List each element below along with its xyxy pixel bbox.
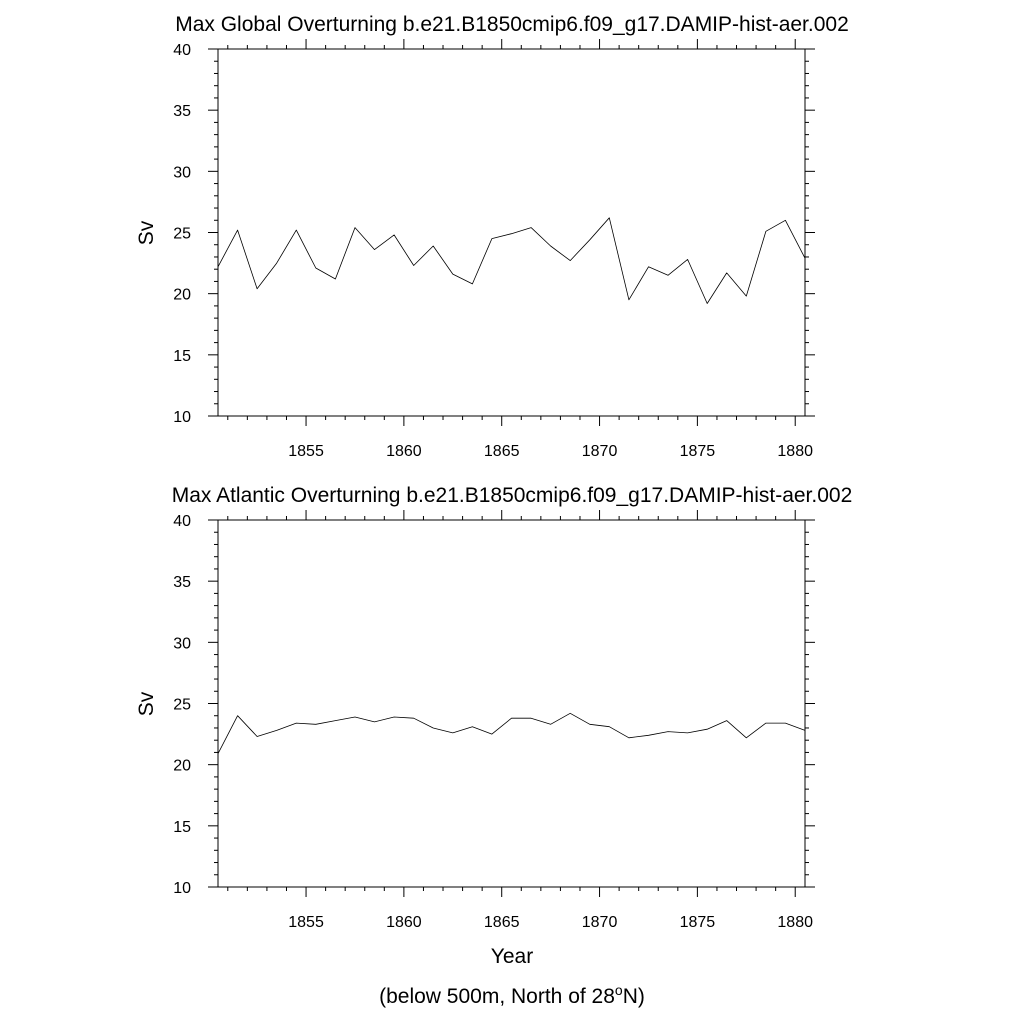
global-x-tick-label: 1880 xyxy=(777,443,814,460)
global-x-tick-label: 1870 xyxy=(581,443,618,460)
atlantic-x-axis-label: Year xyxy=(490,945,534,968)
footnote xyxy=(379,982,645,1008)
global-x-tick-label: 1855 xyxy=(288,443,324,460)
footnote-suffix: N) xyxy=(622,985,645,1008)
atlantic-x-tick-label: 1855 xyxy=(288,914,324,931)
atlantic-y-tick-label: 10 xyxy=(173,880,191,897)
global-chart-title: Max Global Overturning b.e21.B1850cmip6.f09_g17.DAMIP-hist-aer.002 xyxy=(175,13,849,36)
global-y-tick-label: 30 xyxy=(173,164,191,182)
global-y-tick-label: 10 xyxy=(173,409,191,426)
atlantic-chart-title: Max Atlantic Overturning b.e21.B1850cmip6.f09_g17.DAMIP-hist-aer.002 xyxy=(171,484,853,507)
atlantic-x-tick-label: 1865 xyxy=(483,914,520,931)
global-overturning-panel xyxy=(135,13,849,460)
atlantic-y-tick-label: 25 xyxy=(173,696,191,714)
global-y-tick-label: 20 xyxy=(173,286,191,304)
atlantic-y-tick-label: 15 xyxy=(173,818,191,836)
global-y-tick-labels xyxy=(173,42,191,426)
global-series-line xyxy=(218,218,805,304)
global-x-tick-label: 1875 xyxy=(679,443,716,460)
atlantic-x-tick-labels xyxy=(288,914,813,931)
global-x-tick-label: 1860 xyxy=(386,443,422,460)
global-axis-ticks xyxy=(208,39,815,426)
atlantic-y-tick-labels xyxy=(173,513,191,897)
global-y-tick-label: 25 xyxy=(173,225,191,243)
atlantic-y-axis-label: Sv xyxy=(135,691,158,717)
atlantic-overturning-panel xyxy=(135,484,852,968)
atlantic-y-tick-label: 40 xyxy=(173,513,191,530)
atlantic-y-tick-label: 30 xyxy=(173,635,191,653)
global-y-tick-label: 35 xyxy=(173,103,191,121)
global-y-tick-label: 15 xyxy=(173,347,191,365)
global-plot-frame xyxy=(218,49,805,416)
atlantic-x-tick-label: 1875 xyxy=(679,914,716,931)
global-x-tick-label: 1865 xyxy=(483,443,520,460)
global-y-axis-label: Sv xyxy=(135,220,158,246)
atlantic-series-line xyxy=(218,713,805,753)
atlantic-axis-ticks xyxy=(208,510,815,897)
atlantic-plot-frame xyxy=(218,520,805,887)
global-x-tick-labels xyxy=(288,443,813,460)
atlantic-x-tick-label: 1860 xyxy=(386,914,422,931)
global-y-tick-label: 40 xyxy=(173,42,191,59)
atlantic-y-tick-label: 20 xyxy=(173,757,191,775)
atlantic-y-tick-label: 35 xyxy=(173,574,191,592)
atlantic-x-tick-label: 1880 xyxy=(777,914,814,931)
footnote-degree: o xyxy=(614,982,623,998)
atlantic-series xyxy=(218,713,805,753)
atlantic-x-tick-label: 1870 xyxy=(581,914,618,931)
global-series xyxy=(218,218,805,304)
footnote-prefix: (below 500m, North of 28 xyxy=(379,985,615,1008)
